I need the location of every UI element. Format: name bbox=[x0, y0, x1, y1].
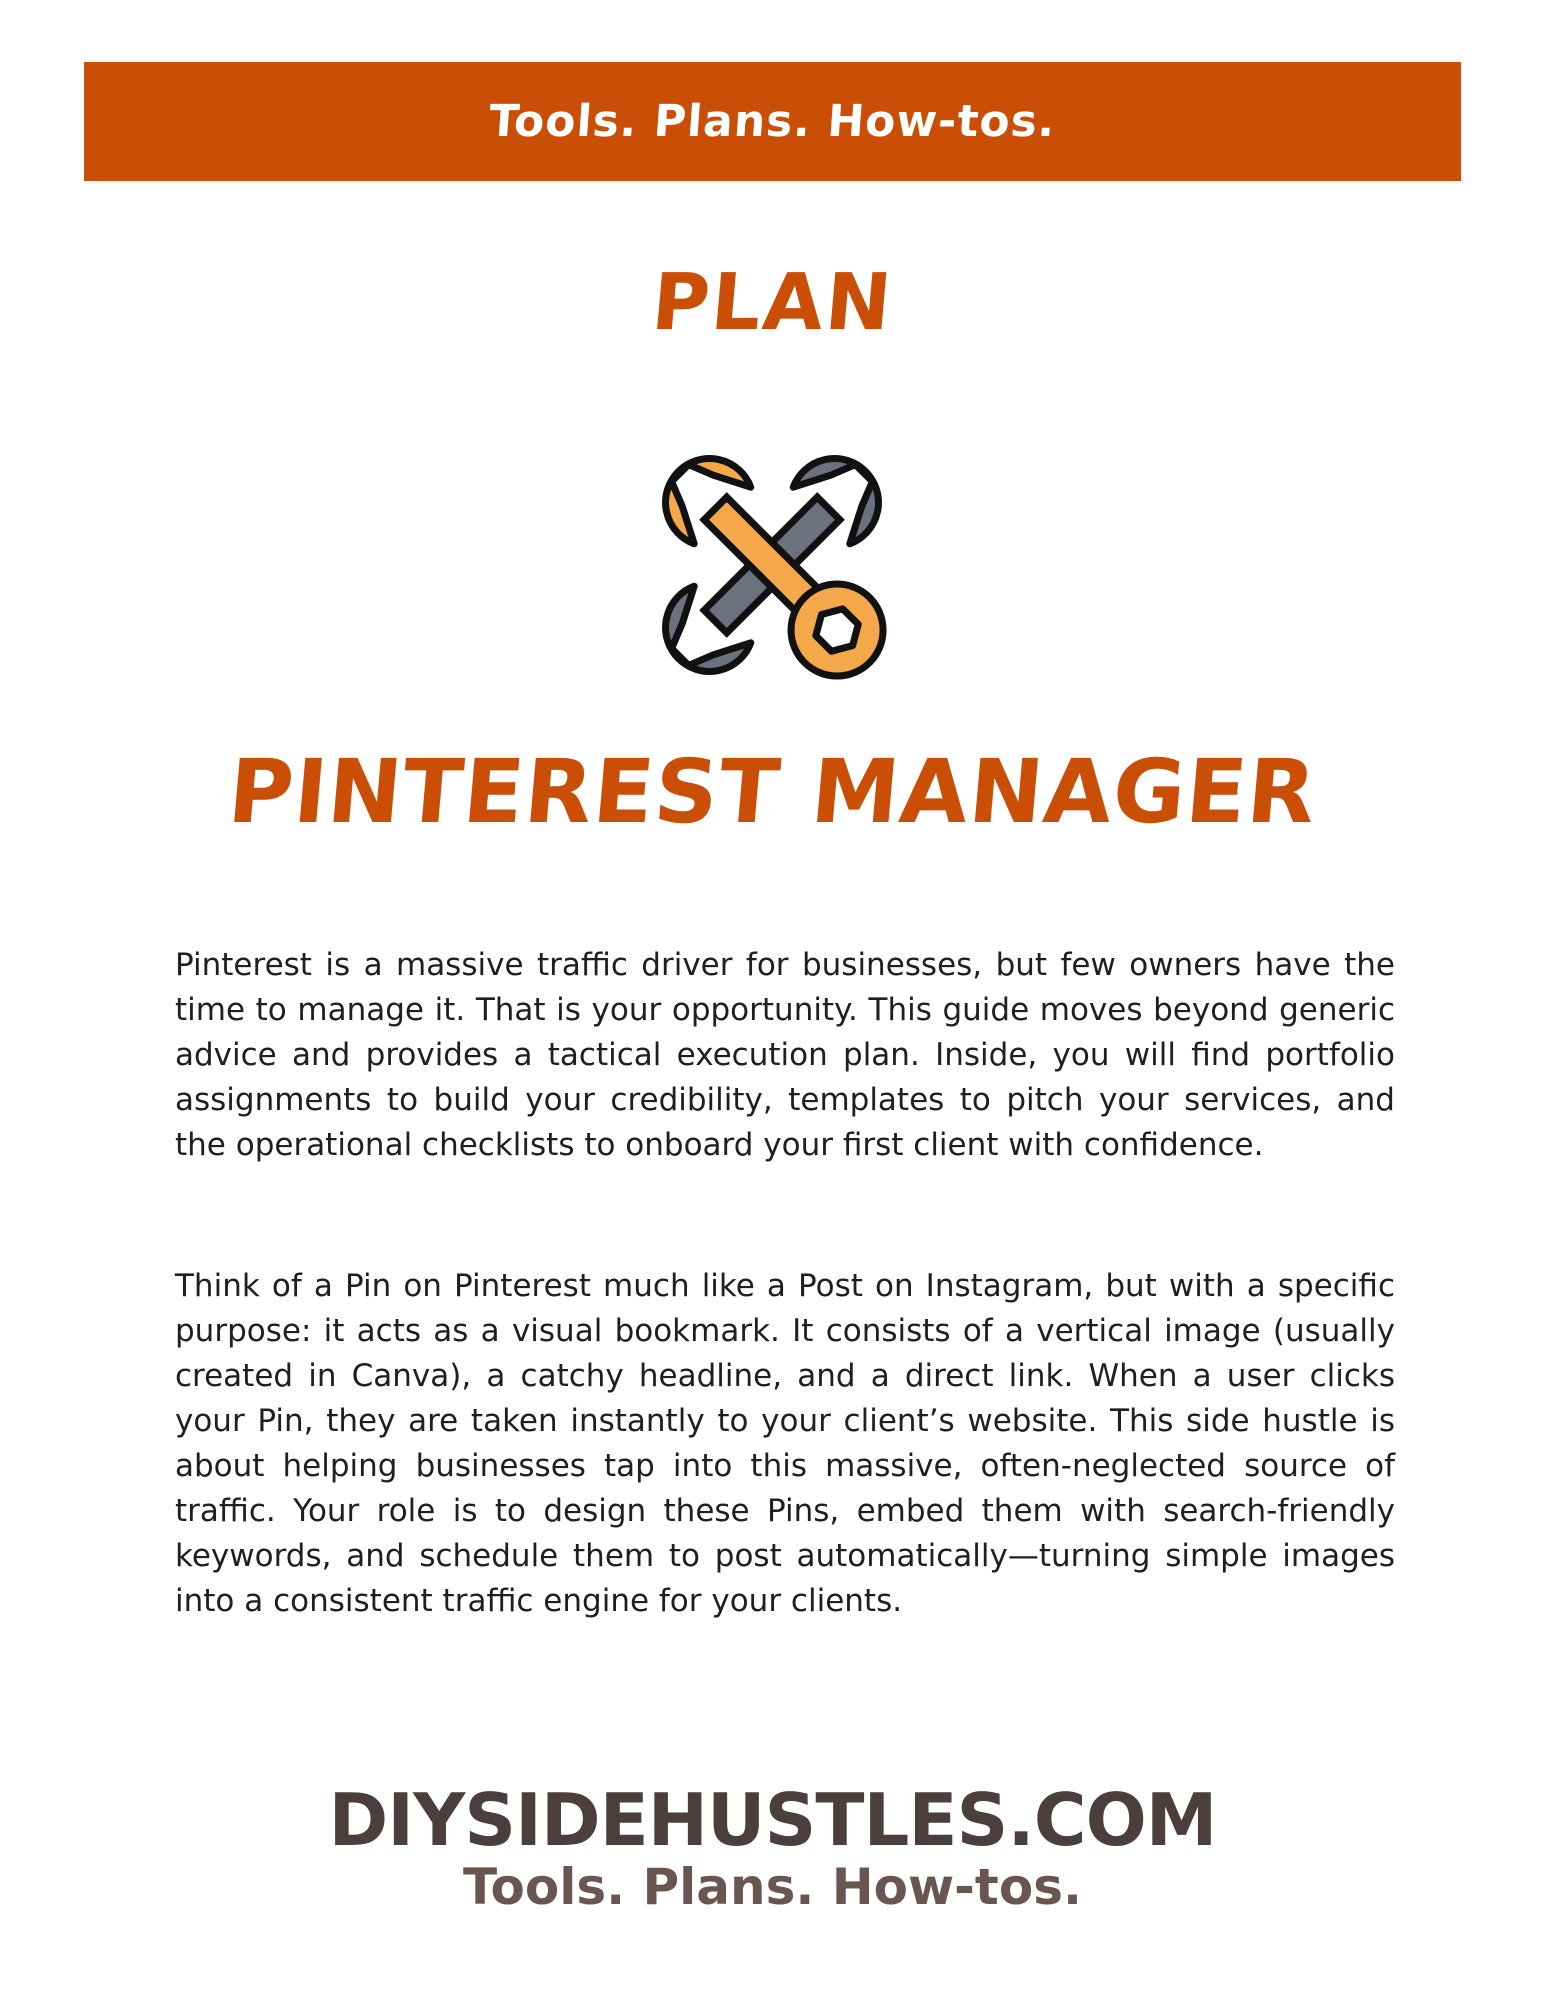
crossed-wrenches-icon bbox=[640, 440, 905, 690]
footer-brand-logo: DIYSIDEHUSTLES.COM bbox=[328, 1778, 1217, 1862]
intro-paragraph: Pinterest is a massive traffic driver for businesses, but few owners have the time to manage it. That is your opportunity. This guide moves beyond generic advice and provides a tactical execution plan. Inside, you will find portfolio assignments to build your credibility, templates to pitch your services, and the operational checklists to onboard your first client with confidence. bbox=[175, 947, 1395, 1163]
description-paragraph: Think of a Pin on Pinterest much like a Post on Instagram, but with a specific purpose: it acts as a visual bookmark. It consists of a vertical image (usually created in Canva), a catchy headline, and a direct link. When a user clicks your Pin, they are taken instantly to your client’s website. This side hustle is about helping businesses tap into this massive, often-neglected source of traffic. Your role is to design these Pins, embed them with search-friendly keywords, and schedule them to post automatically—turning simple images into a consistent traffic engine for your clients. bbox=[175, 1268, 1395, 1619]
footer-tagline: Tools. Plans. How-tos. bbox=[463, 1858, 1082, 1916]
document-title: PINTEREST MANAGER bbox=[224, 740, 1321, 843]
header-banner bbox=[84, 62, 1461, 181]
banner-tagline: Tools. Plans. How-tos. bbox=[487, 96, 1058, 147]
section-label: PLAN bbox=[648, 258, 897, 348]
